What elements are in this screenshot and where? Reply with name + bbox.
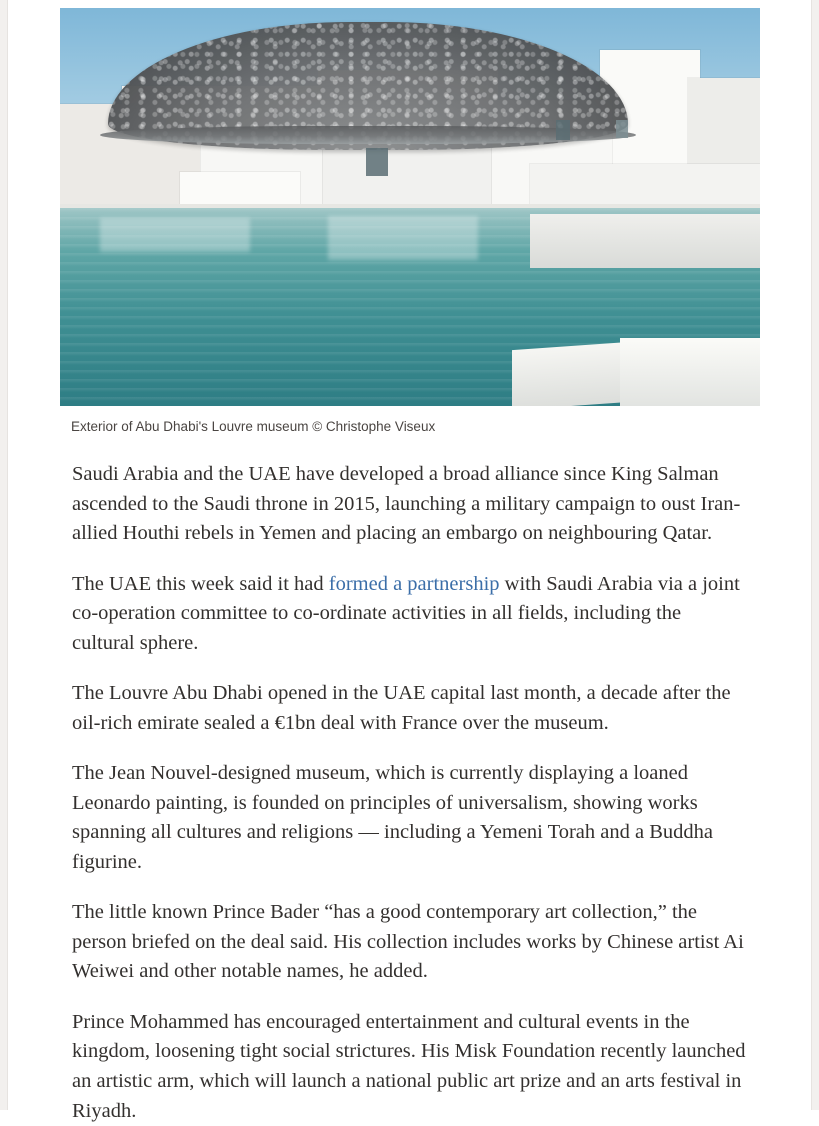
article-paragraph: Saudi Arabia and the UAE have developed a broad alliance since King Salman ascended to the Saudi throne in 2015, launching a military campaign to oust Iran-allied Houthi rebels in Yemen and placing an embargo on neighbouring Qatar. xyxy=(72,463,741,545)
article-photo xyxy=(60,8,760,406)
photo-seawall xyxy=(530,214,760,268)
page-gutter-left xyxy=(0,0,8,1110)
article-figure xyxy=(60,8,760,436)
formed-a-partnership-link[interactable]: formed a partnership xyxy=(328,572,500,595)
article-paragraph: Prince Mohammed has encouraged entertainment and cultural events in the kingdom, loosening tight social strictures. His Misk Foundation recently launched an artistic arm, which will launch a national public art prize and an arts festival in Riyadh. xyxy=(72,1010,746,1122)
photo-window-right-upper xyxy=(556,120,570,140)
photo-window-center xyxy=(366,148,388,176)
article-paragraph: The little known Prince Bader “has a good contemporary art collection,” the person briefed on the deal said. His collection includes works by Chinese artist Ai Weiwei and other notable names, he added. xyxy=(72,901,744,983)
paragraph-text-after-link: with Saudi Arabia via a joint co-operation committee to co-ordinate activities in all fields, including the cultural sphere. xyxy=(72,572,740,654)
photo-foreground-slab xyxy=(512,342,630,406)
photo-foreground-slab-right xyxy=(620,338,760,406)
article-paragraph: The Louvre Abu Dhabi opened in the UAE capital last month, a decade after the oil-rich emirate sealed a €1bn deal with France over the museum. xyxy=(72,682,731,734)
article-body xyxy=(60,460,760,1126)
article-content xyxy=(60,8,760,1126)
paragraph-text-before-link: The UAE this week said it had xyxy=(72,572,329,595)
photo-reflection-center xyxy=(328,216,478,260)
photo-caption: Exterior of Abu Dhabi's Louvre museum © Christophe Viseux xyxy=(71,419,436,434)
photo-reflection-left xyxy=(100,218,250,252)
photo-window-right-lower xyxy=(616,120,628,138)
article-paragraph xyxy=(72,570,748,659)
article-paragraph: The Jean Nouvel-designed museum, which is currently displaying a loaned Leonardo painting, is founded on principles of universalism, showing works spanning all cultures and religions — including a Yemeni Torah and a Buddha figurine. xyxy=(72,762,713,873)
page-gutter-right xyxy=(811,0,819,1110)
